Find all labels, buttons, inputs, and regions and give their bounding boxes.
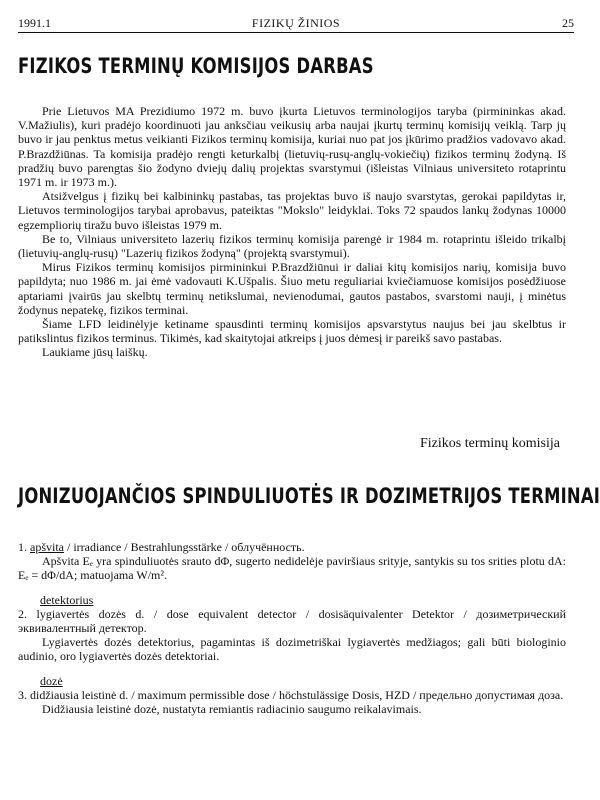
signature: Fizikos terminų komisija [420, 436, 560, 451]
term-headword: didžiausia leistinė d. [30, 687, 129, 702]
term-headword: apšvita [30, 540, 64, 554]
term-translations: / maximum permissible dose / höchstulässige Dosis, HZD / предельно допустимая доза. [128, 687, 564, 702]
journal-title: FIZIKŲ ŽINIOS [251, 16, 341, 30]
section-heading: dozė [40, 673, 63, 688]
term-list [18, 540, 566, 716]
running-header [18, 16, 574, 33]
paragraph: Prie Lietuvos MA Prezidiumo 1972 m. buvo įkurta Lietuvos terminologijos taryba (pirmininkas akad. V.Mažiulis), kuri pradėjo koordinuoti jau anksčiau veikusių arba naujai įkurtų terminų komisijų veiklą. Tarp jų buvo ir jau penktus metus veikianti Fizikos terminų komisija, kuriai nuo pat jos įkūrimo pradžios vadovavo akad. P.Brazdžiūnas. Ta komisija pradėjo rengti keturkalbį (lietuvių-rusų-anglų-vokiečių) fizikos terminų žodyną. Iš pradžių buvo parengtas šio žodyno dviejų dalių projektas svarstymui (išleistas Vilniaus universiteto rotaprintu 1971 m. ir 1973 m.). [18, 104, 566, 190]
term-definition: Lygiavertės dozės detektorius, pagamintas iš dozimetriškai lygiavertės medžiagos; gali būti biologinio audinio, oro lygiavertės dozės detektoriai. [18, 635, 566, 664]
term-definition: Didžiausia leistinė dozė, nustatyta remiantis radiacinio saugumo reikalavimais. [42, 702, 422, 717]
term-number: 3. [18, 687, 27, 702]
paragraph: Mirus Fizikos terminų komisijos pirmininkui P.Brazdžiūnui ir daliai kitų komisijos narių, komisija buvo papildyta; nuo 1986 m. jai ėmė vadovauti K.Ušpalis. Šiuo metu reguliariai kviečiamuose komisijos posėdžiuose aptariami įvairūs jau skelbtų terminų netikslumai, nevienodumai, gautos pastabos, svarstomi nauji, į minėtus žodynus nepatekę, fizikos terminai. [18, 260, 566, 317]
page-number: 25 [562, 16, 574, 30]
term-translations: / irradiance / Bestrahlungsstärke / облучённость. [64, 540, 305, 554]
issue-number: 1991.1 [18, 16, 51, 30]
term-translations: / dose equivalent detector / dosisäquivalenter Detektor / дозиметрический эквивалентный детектор. [18, 606, 566, 636]
paragraph: Atsižvelgus į fizikų bei kalbininkų pastabas, tas projektas buvo iš naujo svarstytas, gerokai papildytas ir, Lietuvos terminologijos tarybai aprobavus, pateiktas "Mokslo" leidyklai. Toks 72 spaudos lankų žodynas 10000 egzempliorių tiražu buvo išleistas 1979 m. [18, 189, 566, 232]
term-entry [18, 540, 566, 554]
term-definition: Apšvita Eₑ yra spinduliuotės srauto dΦ, sugerto nedidelėje paviršiaus srityje, santykis su tos srities plotu dA: Eₑ = dΦ/dA; matuojama W/m². [18, 554, 566, 583]
term-number: 1. [18, 540, 27, 554]
paragraph: Be to, Vilniaus universiteto lazerių fizikos terminų komisija parengė ir 1984 m. rotaprintu išleido trikalbį (lietuvių-anglų-rusų) "Lazerių fizikos žodyną" (projektą svarstymui). [18, 231, 566, 261]
article-body-commission [18, 104, 566, 360]
article-title-terms: JONIZUOJANČIOS SPINDULIUOTĖS IR DOZIMETRIJOS TERMINAI [18, 484, 600, 508]
term-entry [18, 688, 566, 702]
section-heading: detektorius [40, 592, 94, 607]
term-number: 2. [18, 606, 27, 621]
article-title-commission: FIZIKOS TERMINŲ KOMISIJOS DARBAS [18, 54, 374, 78]
paragraph: Šiame LFD leidinėlyje ketiname spausdinti terminų komisijos apsvarstytus naujus bei jau skelbtus ir patikslintus fizikos terminus. Tikimės, kad skaitytojai atkreips į juos dėmesį ir pareikš savo pastabas. [18, 317, 566, 346]
term-entry [18, 607, 566, 635]
paragraph: Laukiame jūsų laiškų. [42, 345, 148, 360]
term-headword: lygiavertės dozės d. [36, 606, 145, 621]
